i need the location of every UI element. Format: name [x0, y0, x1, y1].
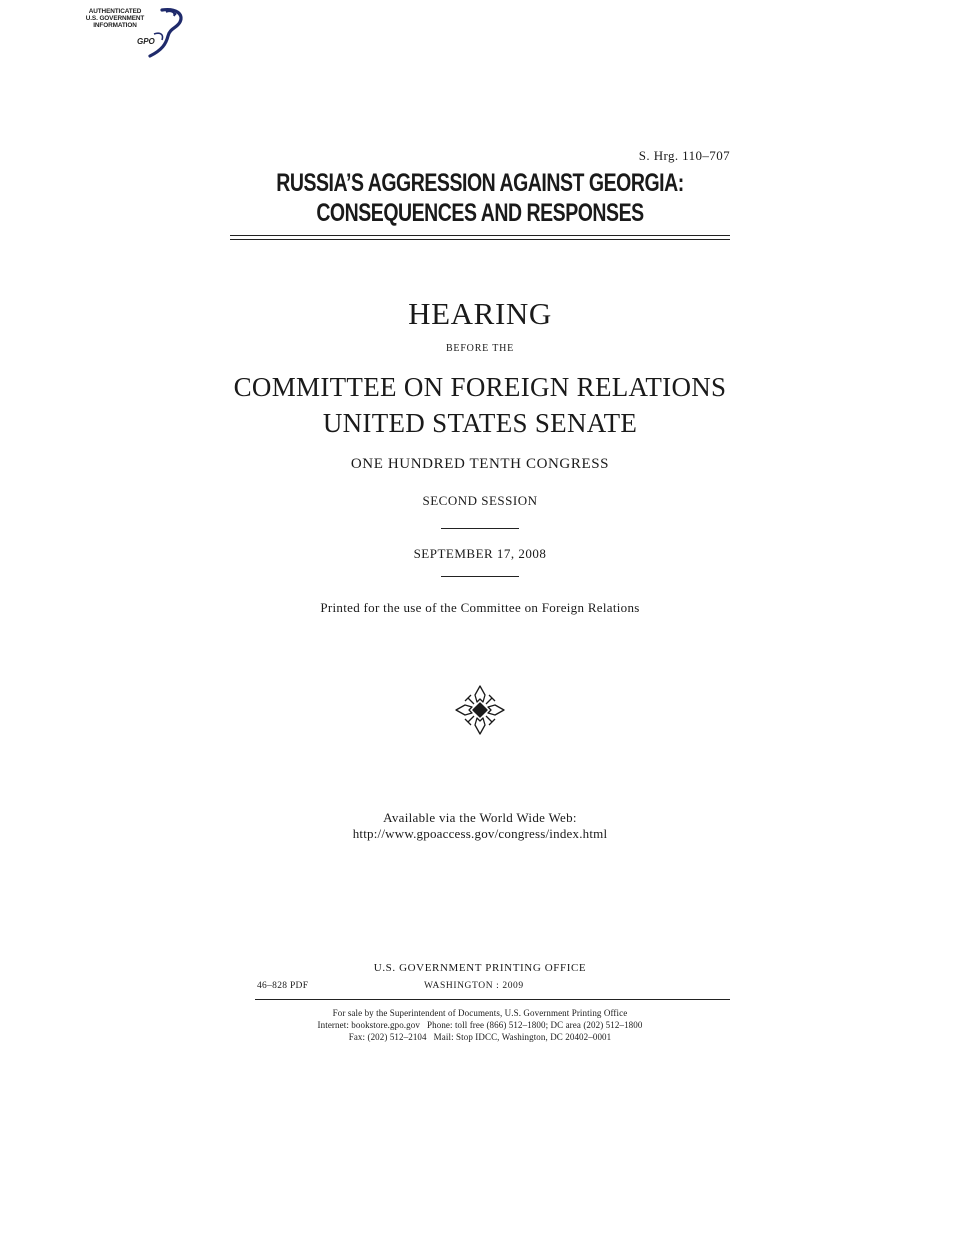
place-year: WASHINGTON : 2009 [424, 981, 524, 991]
sale-info-line-2: Internet: bookstore.gpo.gov Phone: toll free (866) 512–1800; DC area (202) 512–1800 [317, 1020, 643, 1030]
session: SECOND SESSION [422, 493, 538, 508]
sale-info-line-1: For sale by the Superintendent of Documents, U.S. Government Printing Office [332, 1008, 628, 1018]
seal-text: AUTHENTICATED U.S. GOVERNMENT INFORMATION [85, 8, 145, 29]
committee-name: COMMITTEE ON FOREIGN RELATIONS [233, 372, 727, 402]
gpo-seal [58, 4, 188, 60]
seal-gpo-mark: GPO [137, 37, 155, 46]
ornament-icon [454, 684, 506, 736]
publisher-rule [255, 999, 730, 1000]
title-line-2: CONSEQUENCES AND RESPONSES [316, 199, 644, 227]
title-rule-bottom [230, 239, 730, 240]
printing-office: U.S. GOVERNMENT PRINTING OFFICE [373, 962, 587, 974]
congress: ONE HUNDRED TENTH CONGRESS [350, 456, 610, 472]
printed-for: Printed for the use of the Committee on Foreign Relations [320, 600, 640, 615]
jacket-number: 46–828 PDF [257, 981, 309, 991]
hearing-date: SEPTEMBER 17, 2008 [413, 546, 547, 561]
availability-url[interactable]: http://www.gpoaccess.gov/congress/index.html [352, 826, 608, 841]
availability-line: Available via the World Wide Web: [383, 810, 577, 825]
title-line-1: RUSSIA’S AGGRESSION AGAINST GEORGIA: [276, 169, 684, 197]
before-the: BEFORE THE [445, 343, 515, 354]
title-rule-top [230, 235, 730, 236]
date-rule-bottom [441, 576, 519, 577]
date-rule-top [441, 528, 519, 529]
report-number: S. Hrg. 110–707 [638, 148, 730, 163]
committee-body: UNITED STATES SENATE [322, 408, 638, 438]
hearing-label: HEARING [408, 296, 552, 331]
sale-info-line-3: Fax: (202) 512–2104 Mail: Stop IDCC, Washington, DC 20402–0001 [348, 1032, 612, 1042]
